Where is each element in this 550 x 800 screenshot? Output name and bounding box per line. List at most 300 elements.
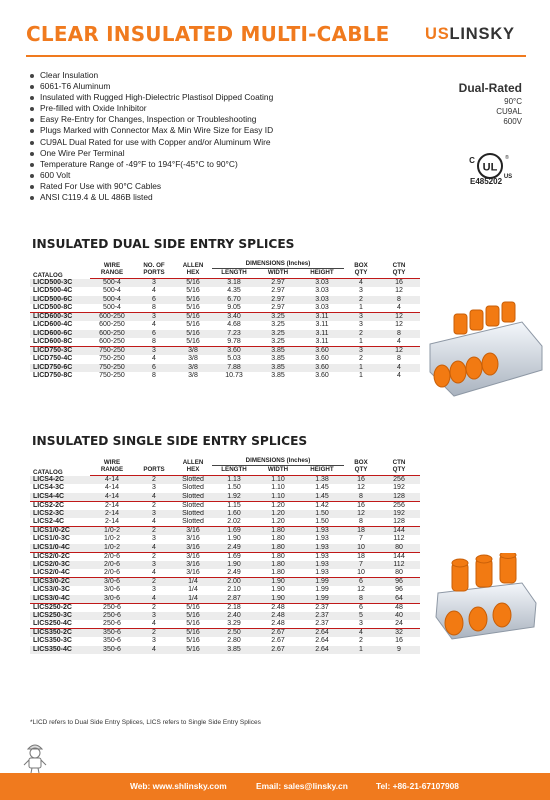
col-header-ctn_2: QTY	[378, 269, 420, 279]
table-cell: 750-250	[99, 372, 125, 380]
table-row	[30, 372, 420, 381]
col-header-allen_2: HEX	[174, 269, 212, 279]
table-row	[30, 561, 420, 570]
table-cell: 5/16	[174, 612, 212, 621]
feature-list	[30, 70, 273, 203]
table-cell: 600-250	[90, 313, 134, 322]
table-cell: 2.48	[271, 603, 285, 611]
table-cell: 64	[378, 595, 420, 604]
table-cell: 1.50	[300, 510, 344, 519]
table-cell: 2.49	[212, 544, 256, 553]
table-row	[30, 338, 420, 347]
table-cell: 2.18	[227, 603, 241, 611]
table-cell: 7	[344, 561, 378, 570]
table-cell: LICS2/0-3C	[30, 561, 90, 570]
table-cell: 5/16	[186, 637, 200, 645]
table-cell: 10	[344, 569, 378, 578]
table-cell: 8	[344, 595, 378, 604]
feature-item: Plugs Marked with Connector Max & Min Wire Size for Easy ID	[30, 125, 273, 136]
table-cell: 4	[134, 544, 174, 553]
table-cell: 6	[344, 578, 378, 587]
table-row	[30, 535, 420, 544]
table-cell: 4-14	[104, 484, 119, 492]
table-cell: 3.85	[271, 372, 285, 380]
table-cell: LICS250-3C	[30, 612, 90, 621]
col-header-dimensions: DIMENSIONS (Inches)	[212, 258, 344, 269]
table-cell: LICD750-3C	[30, 347, 90, 356]
table-row	[30, 476, 420, 485]
table-cell: LICD600-6C	[30, 330, 90, 339]
table-cell: LICS4-2C	[30, 476, 90, 485]
feature-item: Temperature Range of -49°F to 194°F(-45°C to 90°C)	[30, 159, 273, 170]
table-cell: 2/0-6	[90, 561, 134, 570]
table-cell: 5/16	[186, 603, 200, 611]
table-cell: 144	[378, 527, 420, 536]
table-cell: 1.90	[256, 595, 300, 604]
worker-mascot-icon	[20, 740, 50, 774]
table-cell: 1.50	[227, 484, 241, 492]
table-cell: 3.25	[256, 330, 300, 339]
table-cell: 3/8	[188, 355, 198, 363]
table-cell: 4	[378, 304, 420, 313]
table-cell: LICD600-8C	[30, 338, 90, 347]
table-cell: LICS2-4C	[30, 518, 90, 527]
table-cell: 1.69	[212, 527, 256, 536]
footer-email-link[interactable]: Email: sales@linsky.cn	[256, 781, 348, 791]
table-cell: 4	[134, 595, 174, 604]
table-cell: 5/16	[174, 304, 212, 313]
table-cell: 3/0-6	[90, 595, 134, 604]
table-cell: 1.10	[256, 493, 300, 502]
table-cell: 6	[134, 364, 174, 373]
col-header-wire: WIRE	[103, 458, 121, 466]
table-cell: 2.10	[227, 586, 241, 594]
col-header-ports_2: PORTS	[134, 466, 174, 476]
table-cell: 48	[395, 603, 403, 611]
table-cell: 3.60	[315, 355, 329, 363]
table-cell: Slotted	[174, 518, 212, 527]
table-cell: 8	[397, 355, 401, 363]
table-row	[30, 612, 420, 621]
col-header-width: WIDTH	[256, 269, 300, 279]
feature-item: 6061-T6 Aluminum	[30, 81, 273, 92]
col-header-box_2: QTY	[344, 269, 378, 279]
table-cell: 12	[357, 484, 365, 492]
registered-mark-text: ®	[505, 155, 509, 161]
table-cell: 1.90	[256, 578, 300, 587]
table-cell: 3	[134, 347, 174, 356]
table-cell: 5/16	[174, 279, 212, 288]
table-cell: LICD600-3C	[30, 313, 90, 322]
feature-item: One Wire Per Terminal	[30, 148, 273, 159]
brand-logo-part1: US	[425, 25, 450, 43]
table-cell: 1.90	[212, 561, 256, 570]
table-cell: 2	[359, 355, 363, 363]
table-cell: 5/16	[174, 330, 212, 339]
table-cell: 9.78	[212, 338, 256, 347]
table-cell: 1.20	[271, 501, 285, 509]
table-cell: 3	[359, 321, 363, 329]
table-cell: 10	[344, 544, 378, 553]
table-cell: 2.00	[212, 578, 256, 587]
table-cell: Slotted	[174, 510, 212, 519]
table-cell: 18	[344, 527, 378, 536]
table-cell: 1/4	[174, 595, 212, 604]
table-cell: LICS350-3C	[33, 637, 72, 645]
table-cell: 4	[152, 321, 156, 329]
table-cell: 3/8	[188, 372, 198, 380]
table-cell: Slotted	[182, 484, 204, 492]
table-cell: LICS2/0-4C	[30, 569, 90, 578]
table-cell: 1.15	[227, 501, 241, 509]
table-cell: LICS350-4C	[30, 646, 90, 655]
brand-logo-part2: LINSKY	[449, 25, 515, 43]
table-cell: 3.25	[256, 338, 300, 347]
table-cell: LICS3/0-2C	[30, 578, 90, 587]
table-cell: 750-250	[99, 355, 125, 363]
table-cell: 2.97	[256, 296, 300, 305]
table-cell: 8	[344, 518, 378, 527]
table-cell: 4-14	[90, 493, 134, 502]
table-cell: 4	[152, 287, 156, 295]
table-cell: LICS350-2C	[30, 629, 90, 638]
table-cell: 2.64	[300, 646, 344, 655]
table-cell: LICD750-8C	[33, 372, 73, 380]
feature-item: Rated For Use with 90°C Cables	[30, 181, 273, 192]
table-cell: 2/0-6	[104, 552, 120, 560]
table-cell: 1.45	[300, 493, 344, 502]
table-cell: 3	[152, 586, 156, 594]
table-cell: LICS3/0-3C	[33, 586, 70, 594]
table-cell: 3.85	[212, 646, 256, 655]
table-cell: 1.13	[212, 476, 256, 485]
table-cell: 2.48	[256, 612, 300, 621]
table-cell: 8	[134, 304, 174, 313]
table-cell: LICD500-8C	[30, 304, 90, 313]
table-row	[30, 620, 420, 629]
col-header-wire_2: RANGE	[90, 269, 134, 279]
table-cell: LICS2-2C	[33, 501, 65, 509]
table-cell: 96	[378, 578, 420, 587]
single-entry-table	[30, 455, 420, 654]
table-cell: 2.40	[212, 612, 256, 621]
rating-heading: Dual-Rated	[458, 81, 522, 95]
page-title: CLEAR INSULATED MULTI-CABLE	[26, 22, 390, 46]
table-cell: 112	[378, 561, 420, 570]
table-cell: 2.97	[271, 287, 285, 295]
table-row	[30, 637, 420, 646]
table-row	[30, 330, 420, 339]
table-cell: 4	[134, 518, 174, 527]
table-cell: 5/16	[174, 620, 212, 629]
table-cell: 3	[134, 612, 174, 621]
table-cell: 4	[344, 279, 378, 288]
col-header-ctn: CTN	[392, 261, 406, 269]
table-row	[30, 518, 420, 527]
col-header-catalog: CATALOG	[33, 468, 63, 476]
table-cell: 3.85	[271, 355, 285, 363]
table-cell: 2	[134, 629, 174, 638]
table-cell: 1.20	[256, 510, 300, 519]
table-cell: 12	[344, 510, 378, 519]
table-cell: 3	[134, 510, 174, 519]
rating-block	[459, 81, 522, 127]
table-cell: 1.42	[315, 501, 329, 509]
table-cell: 7.23	[212, 330, 256, 339]
footer-phone: Tel: +86-21-67107908	[376, 781, 459, 791]
table-cell: 4	[378, 338, 420, 347]
table-cell: 3.18	[212, 279, 256, 288]
table-cell: 1.99	[315, 586, 329, 594]
table-cell: LICS3/0-4C	[30, 595, 90, 604]
table-cell: 3.25	[271, 321, 285, 329]
feature-item: Easy Re-Entry for Changes, Inspection or Troubleshooting	[30, 114, 273, 125]
table-row	[30, 321, 420, 330]
table-cell: 4	[378, 364, 420, 373]
col-header-width: WIDTH	[256, 466, 300, 476]
table-cell: 1.90	[227, 535, 241, 543]
table-cell: 192	[378, 510, 420, 519]
col-header-wire: WIRE	[103, 261, 121, 269]
table-row	[30, 586, 420, 595]
table-cell: 3/16	[174, 544, 212, 553]
table-cell: 750-250	[90, 347, 134, 356]
table-cell: 2.37	[315, 603, 329, 611]
table-cell: 4	[397, 372, 401, 380]
table-cell: 350-6	[90, 629, 134, 638]
table-cell: 8	[134, 338, 174, 347]
table-cell: 3	[134, 279, 174, 288]
table-cell: 3/8	[174, 347, 212, 356]
table-cell: 1/0-2	[90, 527, 134, 536]
table-cell: 1.93	[315, 535, 329, 543]
table-cell: 1.90	[271, 586, 285, 594]
table-cell: LICS1/0-2C	[30, 527, 90, 536]
table-cell: 1.93	[300, 569, 344, 578]
table-cell: 32	[378, 629, 420, 638]
table-cell: 1.10	[256, 476, 300, 485]
table-cell: LICS1/0-4C	[30, 544, 90, 553]
table-cell: 3	[152, 484, 156, 492]
table-cell: 2/0-6	[90, 569, 134, 578]
us-mark-text: US	[503, 174, 513, 180]
table-cell: 9.05	[212, 304, 256, 313]
table-cell: 2.37	[300, 620, 344, 629]
table-cell: 3	[344, 347, 378, 356]
table-cell: 5/16	[174, 629, 212, 638]
feature-item: ANSI C119.4 & UL 486B listed	[30, 192, 273, 203]
brand-logo	[425, 25, 515, 44]
table-row	[30, 629, 420, 638]
table-cell: 5/16	[174, 296, 212, 305]
table-cell: LICS250-4C	[30, 620, 90, 629]
table-row	[30, 313, 420, 322]
table-cell: 350-6	[90, 646, 134, 655]
table-cell: 500-4	[103, 287, 121, 295]
table-cell: LICS1/0-3C	[33, 535, 70, 543]
table-cell: 250-6	[103, 603, 121, 611]
table-cell: 2	[134, 476, 174, 485]
table-row	[30, 527, 420, 536]
table-row	[30, 544, 420, 553]
table-cell: 1.50	[300, 518, 344, 527]
table-cell: Slotted	[182, 501, 204, 509]
table-row	[30, 484, 420, 493]
table-cell: 3	[344, 620, 378, 629]
table-cell: 1.80	[271, 535, 285, 543]
table-cell: 1	[359, 372, 363, 380]
table-cell: 1/0-2	[104, 535, 120, 543]
table-cell: LICD600-4C	[33, 321, 73, 329]
table-cell: 3.29	[212, 620, 256, 629]
table-cell: LICS2/0-2C	[33, 552, 70, 560]
table-cell: 16	[344, 476, 378, 485]
table-cell: 7	[359, 535, 363, 543]
feature-item: Insulated with Rugged High-Dielectric Plastisol Dipped Coating	[30, 92, 273, 103]
table-cell: 128	[378, 493, 420, 502]
table-cell: 2	[152, 603, 156, 611]
dual-entry-heading: INSULATED DUAL SIDE ENTRY SPLICES	[32, 237, 295, 251]
table-cell: 3.40	[212, 313, 256, 322]
footer-bar	[0, 773, 550, 800]
table-cell: 1.99	[300, 595, 344, 604]
col-header-box_2: QTY	[344, 466, 378, 476]
table-cell: LICS4-3C	[33, 484, 65, 492]
table-cell: 3.25	[256, 313, 300, 322]
table-cell: 3.11	[300, 330, 344, 339]
col-header-box: BOX	[354, 458, 368, 466]
col-header-ports: NO. OF	[143, 261, 165, 269]
table-cell: 1.45	[315, 484, 329, 492]
table-cell: LICD750-4C	[33, 355, 73, 363]
table-cell: 1.60	[212, 510, 256, 519]
table-cell: 1.99	[300, 578, 344, 587]
table-cell: 2-14	[104, 501, 119, 509]
table-cell: 3.60	[212, 347, 256, 356]
table-cell: 2.97	[256, 279, 300, 288]
table-cell: 3/16	[174, 527, 212, 536]
table-cell: 1.93	[315, 552, 329, 560]
table-cell: 16	[395, 637, 403, 645]
table-cell: LICD750-6C	[30, 364, 90, 373]
table-cell: 5/16	[174, 338, 212, 347]
table-cell: 2.02	[212, 518, 256, 527]
col-header-wire_2: RANGE	[90, 466, 134, 476]
table-cell: 3	[359, 287, 363, 295]
table-cell: Slotted	[174, 476, 212, 485]
table-cell: 1/4	[174, 578, 212, 587]
table-cell: 750-250	[90, 364, 134, 373]
table-cell: 5/16	[186, 321, 200, 329]
single-splice-product-image	[430, 553, 542, 653]
table-cell: 1.80	[256, 527, 300, 536]
col-header-length: LENGTH	[212, 269, 256, 279]
table-cell: 2.64	[315, 637, 329, 645]
dual-entry-table	[30, 258, 420, 381]
table-cell: 5/16	[174, 313, 212, 322]
table-cell: 2.87	[212, 595, 256, 604]
table-cell: 5/16	[174, 646, 212, 655]
table-cell: 1.80	[256, 569, 300, 578]
table-cell: 6	[359, 603, 363, 611]
table-cell: 144	[393, 552, 405, 560]
col-header-ctn_2: QTY	[378, 466, 420, 476]
col-header-ports_2: PORTS	[134, 269, 174, 279]
dual-splice-product-image	[418, 300, 548, 412]
cert-number: E485202	[470, 177, 503, 186]
table-row	[30, 304, 420, 313]
table-cell: LICD500-4C	[33, 287, 73, 295]
table-cell: 2.80	[227, 637, 241, 645]
table-cell: 4.68	[227, 321, 241, 329]
table-cell: 4	[134, 646, 174, 655]
table-cell: LICS2-3C	[30, 510, 90, 519]
table-cell: 2.97	[256, 304, 300, 313]
table-row	[30, 279, 420, 288]
feature-item: CU9AL Dual Rated for use with Copper and/or Aluminum Wire	[30, 137, 273, 148]
table-cell: 3.60	[300, 347, 344, 356]
table-cell: 250-6	[90, 612, 134, 621]
table-cell: 1.93	[300, 544, 344, 553]
table-cell: LICS4-4C	[30, 493, 90, 502]
table-cell: 5.03	[227, 355, 241, 363]
table-cell: 3	[344, 313, 378, 322]
table-cell: 500-4	[90, 279, 134, 288]
table-row	[30, 578, 420, 587]
table-cell: 7.88	[212, 364, 256, 373]
footer-web-link[interactable]: Web: www.shlinsky.com	[130, 781, 227, 791]
table-cell: 4.35	[227, 287, 241, 295]
table-cell: 4	[344, 629, 378, 638]
table-row	[30, 287, 420, 296]
table-cell: 1.93	[300, 527, 344, 536]
table-cell: 3/8	[174, 364, 212, 373]
col-header-ctn: CTN	[392, 458, 406, 466]
table-cell: 2.49	[212, 569, 256, 578]
table-cell: 4	[134, 569, 174, 578]
table-cell: 3.03	[300, 279, 344, 288]
col-header-catalog: CATALOG	[33, 271, 63, 279]
single-entry-heading: INSULATED SINGLE SIDE ENTRY SPLICES	[32, 434, 308, 448]
table-cell: 2	[152, 552, 156, 560]
table-cell: 24	[378, 620, 420, 629]
table-cell: 96	[395, 586, 403, 594]
table-cell: 1.80	[271, 552, 285, 560]
table-cell: 2.67	[271, 637, 285, 645]
table-cell: 40	[378, 612, 420, 621]
table-cell: LICD500-3C	[30, 279, 90, 288]
col-header-height: HEIGHT	[300, 269, 344, 279]
col-header-dimensions: DIMENSIONS (Inches)	[212, 455, 344, 466]
table-cell: 3.11	[300, 313, 344, 322]
table-cell: 80	[378, 544, 420, 553]
table-cell: 2	[359, 637, 363, 645]
table-cell: 256	[378, 476, 420, 485]
table-cell: 80	[378, 569, 420, 578]
table-cell: 2	[134, 578, 174, 587]
table-cell: 3.85	[256, 364, 300, 373]
table-cell: 3/16	[174, 561, 212, 570]
table-cell: 1	[344, 364, 378, 373]
rating-line-voltage: 600V	[503, 117, 522, 126]
table-cell: 12	[378, 347, 420, 356]
title-rule	[26, 55, 526, 57]
table-cell: 3.60	[300, 364, 344, 373]
feature-item: 600 Volt	[30, 170, 273, 181]
table-cell: 2.67	[256, 646, 300, 655]
rating-line-material: CU9AL	[496, 107, 522, 116]
table-cell: 12	[395, 287, 403, 295]
